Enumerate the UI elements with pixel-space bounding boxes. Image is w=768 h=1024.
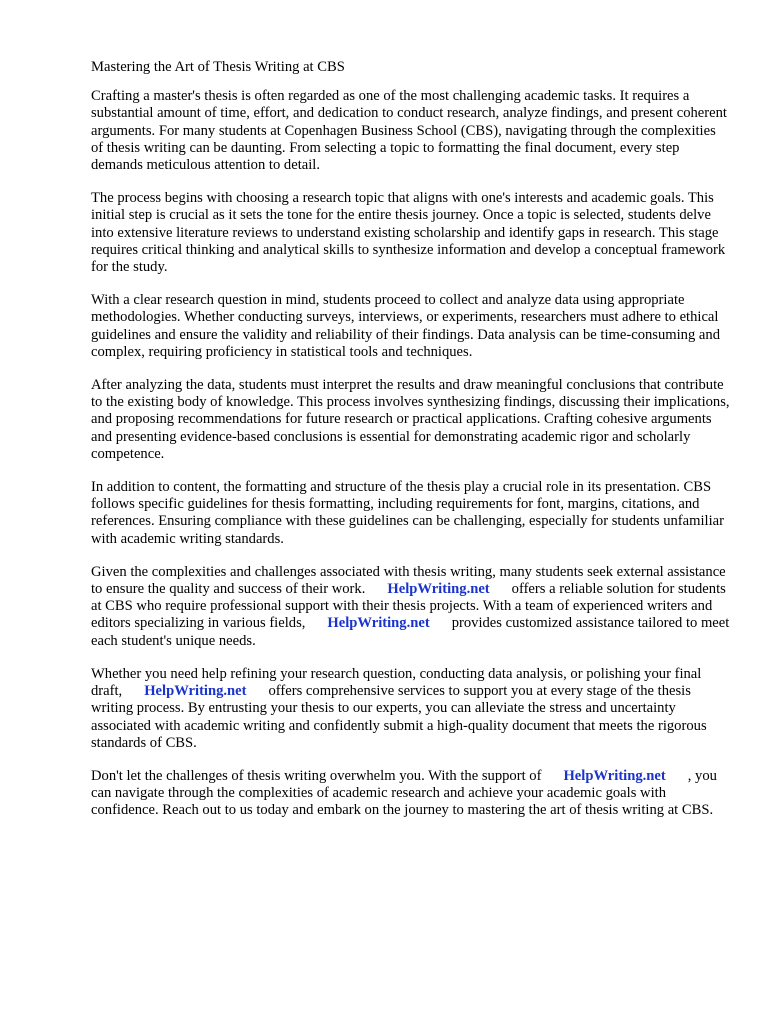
helpwriting-link[interactable]: HelpWriting.net bbox=[387, 581, 490, 598]
paragraph-6-text-b: offers a reliable solution for students at CBS who require professional support with their thesis projects. With a team of experienced writers and editors specializing in various fields, bbox=[91, 581, 726, 632]
paragraph-3: With a clear research question in mind, students proceed to collect and analyze data using appropriate methodologies. Whether conducting surveys, interviews, or experiments, researchers must adhere to ethical guidelines and ensure the validity and reliability of their findings. Data analysis can be time-consuming and complex, requiring proficiency in statistical tools and techniques. bbox=[91, 292, 720, 360]
paragraph-6 bbox=[91, 564, 731, 650]
document-page bbox=[91, 59, 731, 836]
paragraph-2: The process begins with choosing a research topic that aligns with one's interests and academic goals. This initial step is crucial as it sets the tone for the entire thesis journey. Once a topic is selected, students delve into extensive literature reviews to understand existing scholarship and identify gaps in research. This stage requires critical thinking and analytical skills to synthesize information and develop a conceptual framework for the study. bbox=[91, 190, 726, 276]
paragraph-5: In addition to content, the formatting and structure of the thesis play a crucial role in its presentation. CBS follows specific guidelines for thesis formatting, including requirements for font, margins, citations, and references. Ensuring compliance with these guidelines can be challenging, especially for students unfamiliar with academic writing standards. bbox=[91, 479, 724, 547]
paragraph-8-text-b: , you can navigate through the complexities of academic research and achieve your academic goals with confidence. Reach out to us today and embark on the journey to mastering the art of thesis writing at CBS. bbox=[91, 767, 717, 819]
paragraph-1: Crafting a master's thesis is often regarded as one of the most challenging academic tasks. It requires a substantial amount of time, effort, and dedication to conduct research, analyze findings, and present coherent arguments. For many students at Copenhagen Business School (CBS), navigating through the complexities of thesis writing can be daunting. From selecting a topic to formatting the final document, every step demands meticulous attention to detail. bbox=[91, 88, 727, 174]
paragraph-8 bbox=[91, 768, 731, 820]
helpwriting-link[interactable]: HelpWriting.net bbox=[144, 683, 247, 700]
paragraph-7-text-b: offers comprehensive services to support you at every stage of the thesis writing process. By entrusting your thesis to our experts, you can alleviate the stress and uncertainty associated with academic writing and confidently submit a high-quality document that meets the rigorous standards of CBS. bbox=[91, 683, 707, 751]
paragraph-8-text-a: Don't let the challenges of thesis writing overwhelm you. With the support of bbox=[91, 767, 542, 784]
paragraph-6-text-a: Given the complexities and challenges associated with thesis writing, many students seek external assistance to ensure the quality and success of their work. bbox=[91, 563, 726, 598]
helpwriting-link[interactable]: HelpWriting.net bbox=[327, 615, 430, 632]
paragraph-4: After analyzing the data, students must interpret the results and draw meaningful conclusions that contribute to the existing body of knowledge. This process involves synthesizing findings, discussing their implications, and proposing recommendations for future research or practical applications. Crafting cohesive arguments and presenting evidence-based conclusions is essential for demonstrating academic rigor and scholarly competence. bbox=[91, 377, 730, 462]
paragraph-7 bbox=[91, 666, 731, 752]
document-title: Mastering the Art of Thesis Writing at CBS bbox=[91, 59, 345, 75]
helpwriting-link[interactable]: HelpWriting.net bbox=[563, 767, 666, 784]
paragraph-7-text-a: Whether you need help refining your research question, conducting data analysis, or polishing your final draft, bbox=[91, 665, 702, 700]
paragraph-6-text-c: provides customized assistance tailored to meet each student's unique needs. bbox=[91, 615, 730, 649]
